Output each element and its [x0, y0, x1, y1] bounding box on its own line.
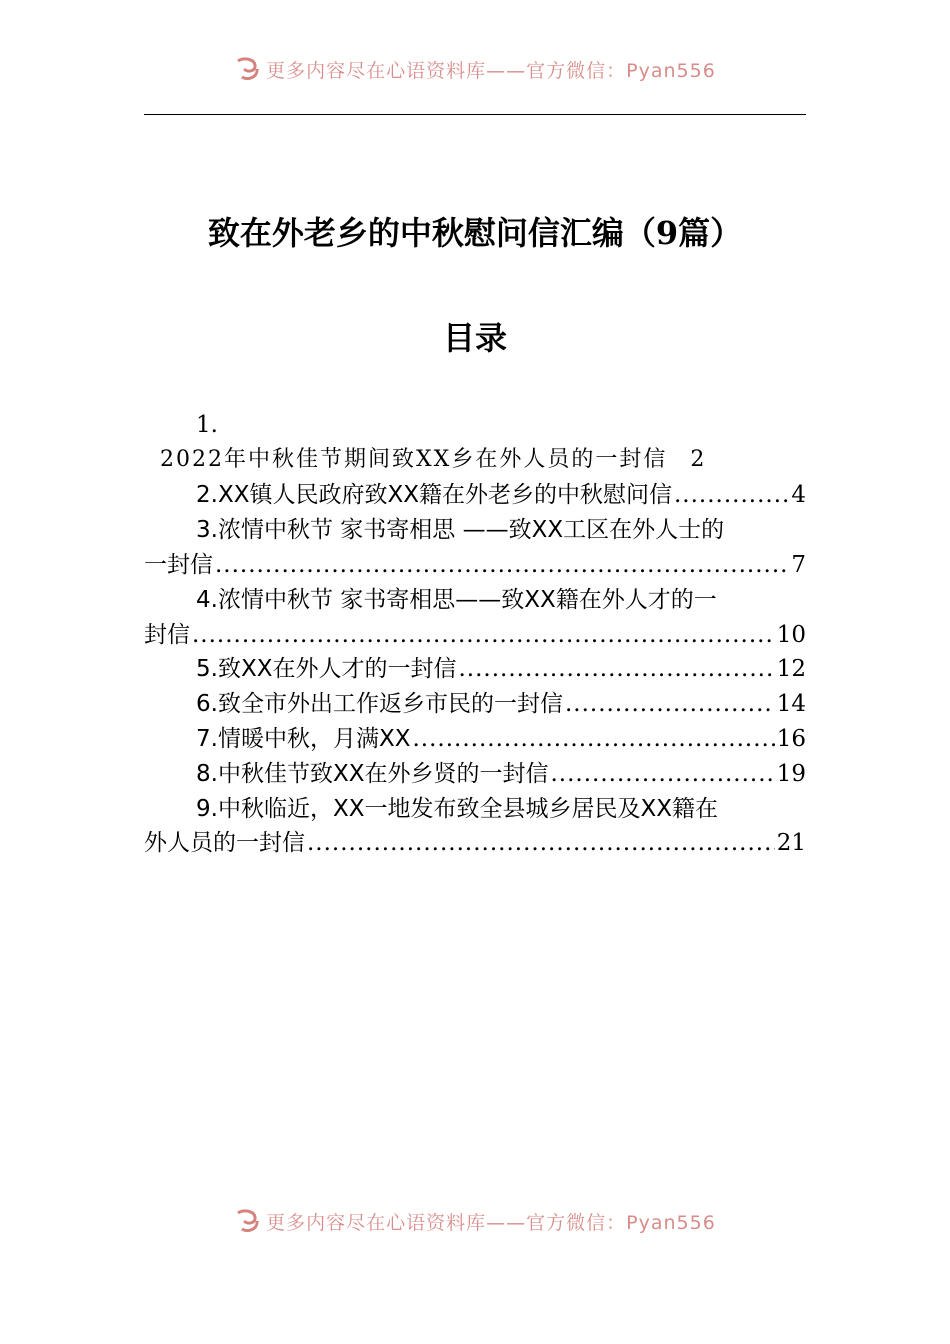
footer-watermark	[0, 1206, 950, 1236]
header-watermark	[0, 54, 950, 84]
logo-icon	[234, 1207, 262, 1235]
toc-entry-3-continued[interactable]: 一封信 ..... 7	[144, 548, 806, 582]
toc-page-number: 14	[776, 691, 806, 717]
toc-page-number: 4	[791, 482, 806, 508]
leader-dots	[307, 826, 775, 860]
toc-entry-1-number[interactable]: 1.	[196, 412, 218, 438]
leader-dots	[458, 652, 774, 686]
toc-entry-1[interactable]: 2022年中秋佳节期间致XX乡在外人员的一封信 2	[160, 447, 707, 472]
toc-page-number: 19	[776, 761, 806, 787]
toc-heading: 目录	[442, 319, 507, 357]
leader-dots	[192, 618, 775, 652]
watermark-text: 更多内容尽在心语资料库——官方微信：Pyan556	[266, 59, 716, 82]
toc-entry-3[interactable]: 3.浓情中秋节 家书寄相思 ——致XX工区在外人士的	[196, 517, 725, 543]
toc-entry-4-continued[interactable]: 封信 ..... 10	[144, 618, 806, 652]
toc-entry-8[interactable]: 8.中秋佳节致XX在外乡贤的一封信 ..... 19	[144, 757, 806, 791]
toc-entry-5[interactable]: 5.致XX在外人才的一封信 ..... 12	[144, 652, 806, 686]
header-rule	[144, 114, 806, 115]
toc-page-number: 7	[791, 552, 806, 578]
toc-entry-9[interactable]: 9.中秋临近，XX一地发布致全县城乡居民及XX籍在	[196, 796, 718, 822]
leader-dots	[412, 722, 774, 756]
leader-dots	[550, 757, 774, 791]
logo-icon	[234, 55, 262, 83]
toc-entry-9-continued[interactable]: 外人员的一封信 ..... 21	[144, 826, 806, 860]
toc-page-number: 16	[776, 726, 806, 752]
watermark-text: 更多内容尽在心语资料库——官方微信：Pyan556	[266, 1211, 716, 1234]
toc-page-number: 21	[776, 830, 806, 856]
leader-dots	[565, 687, 775, 721]
toc-page-number: 12	[776, 656, 806, 682]
toc-entry-7[interactable]: 7.情暖中秋，月满XX ..... 16	[144, 722, 806, 756]
toc-entry-4[interactable]: 4.浓情中秋节 家书寄相思——致XX籍在外人才的一	[196, 587, 717, 613]
toc-entry-6[interactable]: 6.致全市外出工作返乡市民的一封信 ..... 14	[144, 687, 806, 721]
toc-entry-2[interactable]: 2.XX镇人民政府致XX籍在外老乡的中秋慰问信 ..... 4	[144, 478, 806, 512]
leader-dots	[215, 548, 789, 582]
toc-page-number: 2	[690, 447, 707, 472]
document-title: 致在外老乡的中秋慰问信汇编（9篇）	[207, 214, 743, 252]
leader-dots	[674, 478, 789, 512]
toc-page-number: 10	[776, 622, 806, 648]
